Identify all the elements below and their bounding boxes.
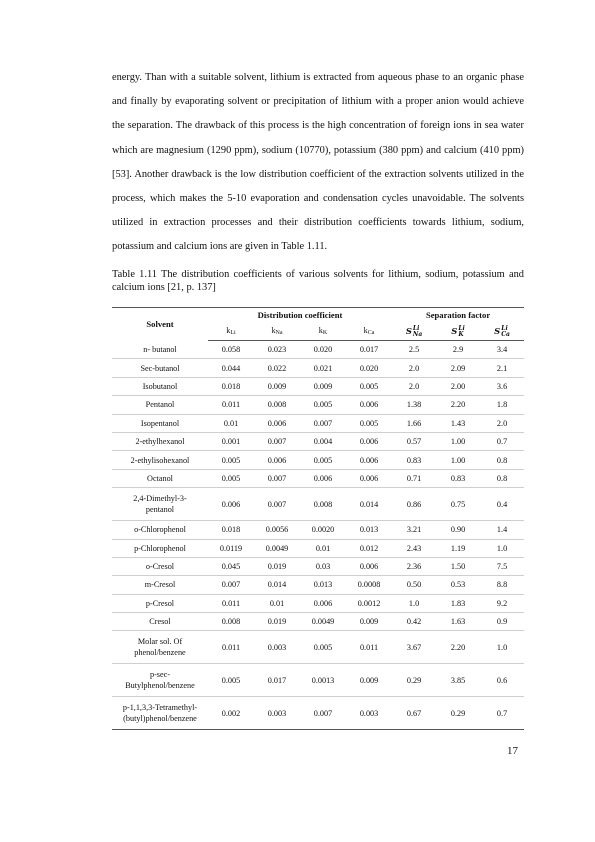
value-cell: 0.8 <box>480 469 524 487</box>
k-ca-header: kCa <box>346 323 392 341</box>
value-cell: 1.38 <box>392 396 436 414</box>
table-caption: Table 1.11 The distribution coefficients of various solvents for lithium, sodium, potassium and calcium ions [21, p. 137] <box>112 269 524 293</box>
value-cell: 0.011 <box>208 631 254 664</box>
value-cell: 0.006 <box>300 594 346 612</box>
value-cell: 0.01 <box>254 594 300 612</box>
s-li-k-header: SLi K <box>436 323 480 341</box>
table-row <box>112 469 524 487</box>
table-row <box>112 359 524 377</box>
solvent-cell: Sec-butanol <box>112 359 208 377</box>
body-paragraph: energy. Than with a suitable solvent, lithium is extracted from aqueous phase to an organic phase and finally by evaporating solvent or precipitation of lithium with a proper anion would achieve the separation. The drawback of this process is the high concentration of foreign ions in sea water which are magnesium (1290 ppm), sodium (10770), potassium (380 ppm) and calcium (410 ppm) [53]. Another drawback is the low distribution coefficient of the extraction solvents utilized in the process, which makes the 5-10 evaporation and condensation cycles unavoidable. The solvents utilized in extraction processes and their distribution coefficients towards lithium, sodium, potassium and calcium ions are given in Table 1.11. <box>112 72 524 253</box>
value-cell: 0.009 <box>300 377 346 395</box>
solvent-cell: Molar sol. Of phenol/benzene <box>112 631 208 664</box>
table-row <box>112 594 524 612</box>
value-cell: 1.00 <box>436 432 480 450</box>
solvent-cell: Octanol <box>112 469 208 487</box>
value-cell: 0.03 <box>300 557 346 575</box>
value-cell: 0.020 <box>300 341 346 359</box>
value-cell: 2.00 <box>436 377 480 395</box>
value-cell: 0.009 <box>346 664 392 697</box>
value-cell: 0.50 <box>392 576 436 594</box>
value-cell: 0.001 <box>208 432 254 450</box>
value-cell: 0.71 <box>392 469 436 487</box>
value-cell: 0.017 <box>254 664 300 697</box>
table-row <box>112 539 524 557</box>
value-cell: 2.0 <box>480 414 524 432</box>
value-cell: 2.1 <box>480 359 524 377</box>
value-cell: 0.011 <box>208 396 254 414</box>
value-cell: 0.7 <box>480 697 524 730</box>
value-cell: 0.019 <box>254 613 300 631</box>
value-cell: 0.005 <box>208 451 254 469</box>
table-row <box>112 697 524 730</box>
solvent-cell: Cresol <box>112 613 208 631</box>
value-cell: 0.005 <box>208 469 254 487</box>
solvent-cell: Isopentanol <box>112 414 208 432</box>
value-cell: 0.01 <box>300 539 346 557</box>
value-cell: 0.004 <box>300 432 346 450</box>
k-li-header: kLi <box>208 323 254 341</box>
value-cell: 0.0056 <box>254 521 300 539</box>
value-cell: 0.005 <box>208 664 254 697</box>
solvent-cell: p-Cresol <box>112 594 208 612</box>
distribution-table <box>112 307 524 730</box>
value-cell: 1.19 <box>436 539 480 557</box>
value-cell: 0.006 <box>300 469 346 487</box>
value-cell: 0.005 <box>300 631 346 664</box>
value-cell: 0.006 <box>208 488 254 521</box>
value-cell: 0.42 <box>392 613 436 631</box>
value-cell: 0.0119 <box>208 539 254 557</box>
solvent-cell: 2-ethylisohexanol <box>112 451 208 469</box>
value-cell: 0.009 <box>254 377 300 395</box>
value-cell: 0.006 <box>346 469 392 487</box>
value-cell: 0.007 <box>300 414 346 432</box>
solvent-cell: 2-ethylhexanol <box>112 432 208 450</box>
value-cell: 1.43 <box>436 414 480 432</box>
value-cell: 0.007 <box>208 576 254 594</box>
value-cell: 0.017 <box>346 341 392 359</box>
solvent-cell: n- butanol <box>112 341 208 359</box>
value-cell: 2.09 <box>436 359 480 377</box>
value-cell: 0.007 <box>254 469 300 487</box>
value-cell: 1.0 <box>392 594 436 612</box>
value-cell: 0.29 <box>436 697 480 730</box>
value-cell: 0.29 <box>392 664 436 697</box>
table-row <box>112 377 524 395</box>
value-cell: 0.005 <box>346 414 392 432</box>
table-row <box>112 557 524 575</box>
value-cell: 1.63 <box>436 613 480 631</box>
value-cell: 1.00 <box>436 451 480 469</box>
value-cell: 0.01 <box>208 414 254 432</box>
value-cell: 0.0013 <box>300 664 346 697</box>
value-cell: 0.018 <box>208 521 254 539</box>
value-cell: 2.5 <box>392 341 436 359</box>
value-cell: 0.6 <box>480 664 524 697</box>
table-row <box>112 521 524 539</box>
table-row <box>112 488 524 521</box>
value-cell: 0.018 <box>208 377 254 395</box>
value-cell: 3.21 <box>392 521 436 539</box>
value-cell: 0.0020 <box>300 521 346 539</box>
value-cell: 0.003 <box>254 697 300 730</box>
value-cell: 0.008 <box>208 613 254 631</box>
value-cell: 0.006 <box>346 557 392 575</box>
value-cell: 0.90 <box>436 521 480 539</box>
value-cell: 0.006 <box>254 451 300 469</box>
value-cell: 3.85 <box>436 664 480 697</box>
value-cell: 0.005 <box>346 377 392 395</box>
value-cell: 0.013 <box>300 576 346 594</box>
value-cell: 0.0049 <box>300 613 346 631</box>
value-cell: 2.20 <box>436 631 480 664</box>
value-cell: 0.008 <box>300 488 346 521</box>
value-cell: 0.67 <box>392 697 436 730</box>
value-cell: 0.006 <box>254 414 300 432</box>
value-cell: 0.57 <box>392 432 436 450</box>
value-cell: 2.43 <box>392 539 436 557</box>
value-cell: 3.6 <box>480 377 524 395</box>
k-na-header: kNa <box>254 323 300 341</box>
value-cell: 2.0 <box>392 359 436 377</box>
value-cell: 2.20 <box>436 396 480 414</box>
value-cell: 0.53 <box>436 576 480 594</box>
value-cell: 0.019 <box>254 557 300 575</box>
value-cell: 0.058 <box>208 341 254 359</box>
table-row <box>112 576 524 594</box>
value-cell: 0.003 <box>346 697 392 730</box>
value-cell: 0.007 <box>254 432 300 450</box>
value-cell: 0.008 <box>254 396 300 414</box>
value-cell: 2.0 <box>392 377 436 395</box>
solvent-cell: Pentanol <box>112 396 208 414</box>
value-cell: 0.006 <box>346 451 392 469</box>
table-row <box>112 341 524 359</box>
table-row <box>112 396 524 414</box>
table-row <box>112 613 524 631</box>
value-cell: 0.4 <box>480 488 524 521</box>
value-cell: 0.003 <box>254 631 300 664</box>
value-cell: 8.8 <box>480 576 524 594</box>
table-row <box>112 451 524 469</box>
value-cell: 0.021 <box>300 359 346 377</box>
value-cell: 1.83 <box>436 594 480 612</box>
value-cell: 0.014 <box>346 488 392 521</box>
value-cell: 0.006 <box>346 396 392 414</box>
value-cell: 0.83 <box>436 469 480 487</box>
value-cell: 0.006 <box>346 432 392 450</box>
distribution-coefficient-header: Distribution coefficient <box>208 308 392 324</box>
value-cell: 0.020 <box>346 359 392 377</box>
value-cell: 2.36 <box>392 557 436 575</box>
s-li-na-header: SLi Na <box>392 323 436 341</box>
solvent-cell: 2,4-Dimethyl-3- pentanol <box>112 488 208 521</box>
value-cell: 0.009 <box>346 613 392 631</box>
value-cell: 0.011 <box>346 631 392 664</box>
value-cell: 0.7 <box>480 432 524 450</box>
value-cell: 0.044 <box>208 359 254 377</box>
value-cell: 0.8 <box>480 451 524 469</box>
value-cell: 3.4 <box>480 341 524 359</box>
value-cell: 0.0049 <box>254 539 300 557</box>
value-cell: 0.86 <box>392 488 436 521</box>
value-cell: 0.0008 <box>346 576 392 594</box>
value-cell: 0.011 <box>208 594 254 612</box>
value-cell: 9.2 <box>480 594 524 612</box>
table-body <box>112 341 524 730</box>
k-k-header: kK <box>300 323 346 341</box>
solvent-cell: o-Cresol <box>112 557 208 575</box>
value-cell: 0.012 <box>346 539 392 557</box>
value-cell: 0.022 <box>254 359 300 377</box>
value-cell: 0.83 <box>392 451 436 469</box>
s-li-ca-header: SLi Ca <box>480 323 524 341</box>
value-cell: 3.67 <box>392 631 436 664</box>
value-cell: 1.0 <box>480 631 524 664</box>
table-row <box>112 414 524 432</box>
value-cell: 0.75 <box>436 488 480 521</box>
solvent-cell: p-sec- Butylphenol/benzene <box>112 664 208 697</box>
value-cell: 0.023 <box>254 341 300 359</box>
value-cell: 7.5 <box>480 557 524 575</box>
solvent-cell: o-Chlorophenol <box>112 521 208 539</box>
value-cell: 1.8 <box>480 396 524 414</box>
solvent-cell: p-Chlorophenol <box>112 539 208 557</box>
table-row <box>112 631 524 664</box>
solvent-header: Solvent <box>112 308 208 341</box>
value-cell: 0.0012 <box>346 594 392 612</box>
value-cell: 2.9 <box>436 341 480 359</box>
value-cell: 0.002 <box>208 697 254 730</box>
value-cell: 0.014 <box>254 576 300 594</box>
value-cell: 0.005 <box>300 451 346 469</box>
value-cell: 1.50 <box>436 557 480 575</box>
page-number: 17 <box>507 745 518 757</box>
value-cell: 1.66 <box>392 414 436 432</box>
table-row <box>112 664 524 697</box>
value-cell: 1.4 <box>480 521 524 539</box>
value-cell: 0.007 <box>254 488 300 521</box>
value-cell: 0.9 <box>480 613 524 631</box>
value-cell: 0.013 <box>346 521 392 539</box>
value-cell: 0.045 <box>208 557 254 575</box>
value-cell: 0.005 <box>300 396 346 414</box>
table-row <box>112 432 524 450</box>
solvent-cell: p-1,1,3,3-Tetramethyl- (butyl)phenol/benzene <box>112 697 208 730</box>
solvent-cell: m-Cresol <box>112 576 208 594</box>
solvent-cell: Isobutanol <box>112 377 208 395</box>
value-cell: 1.0 <box>480 539 524 557</box>
separation-factor-header: Separation factor <box>392 308 524 324</box>
value-cell: 0.007 <box>300 697 346 730</box>
